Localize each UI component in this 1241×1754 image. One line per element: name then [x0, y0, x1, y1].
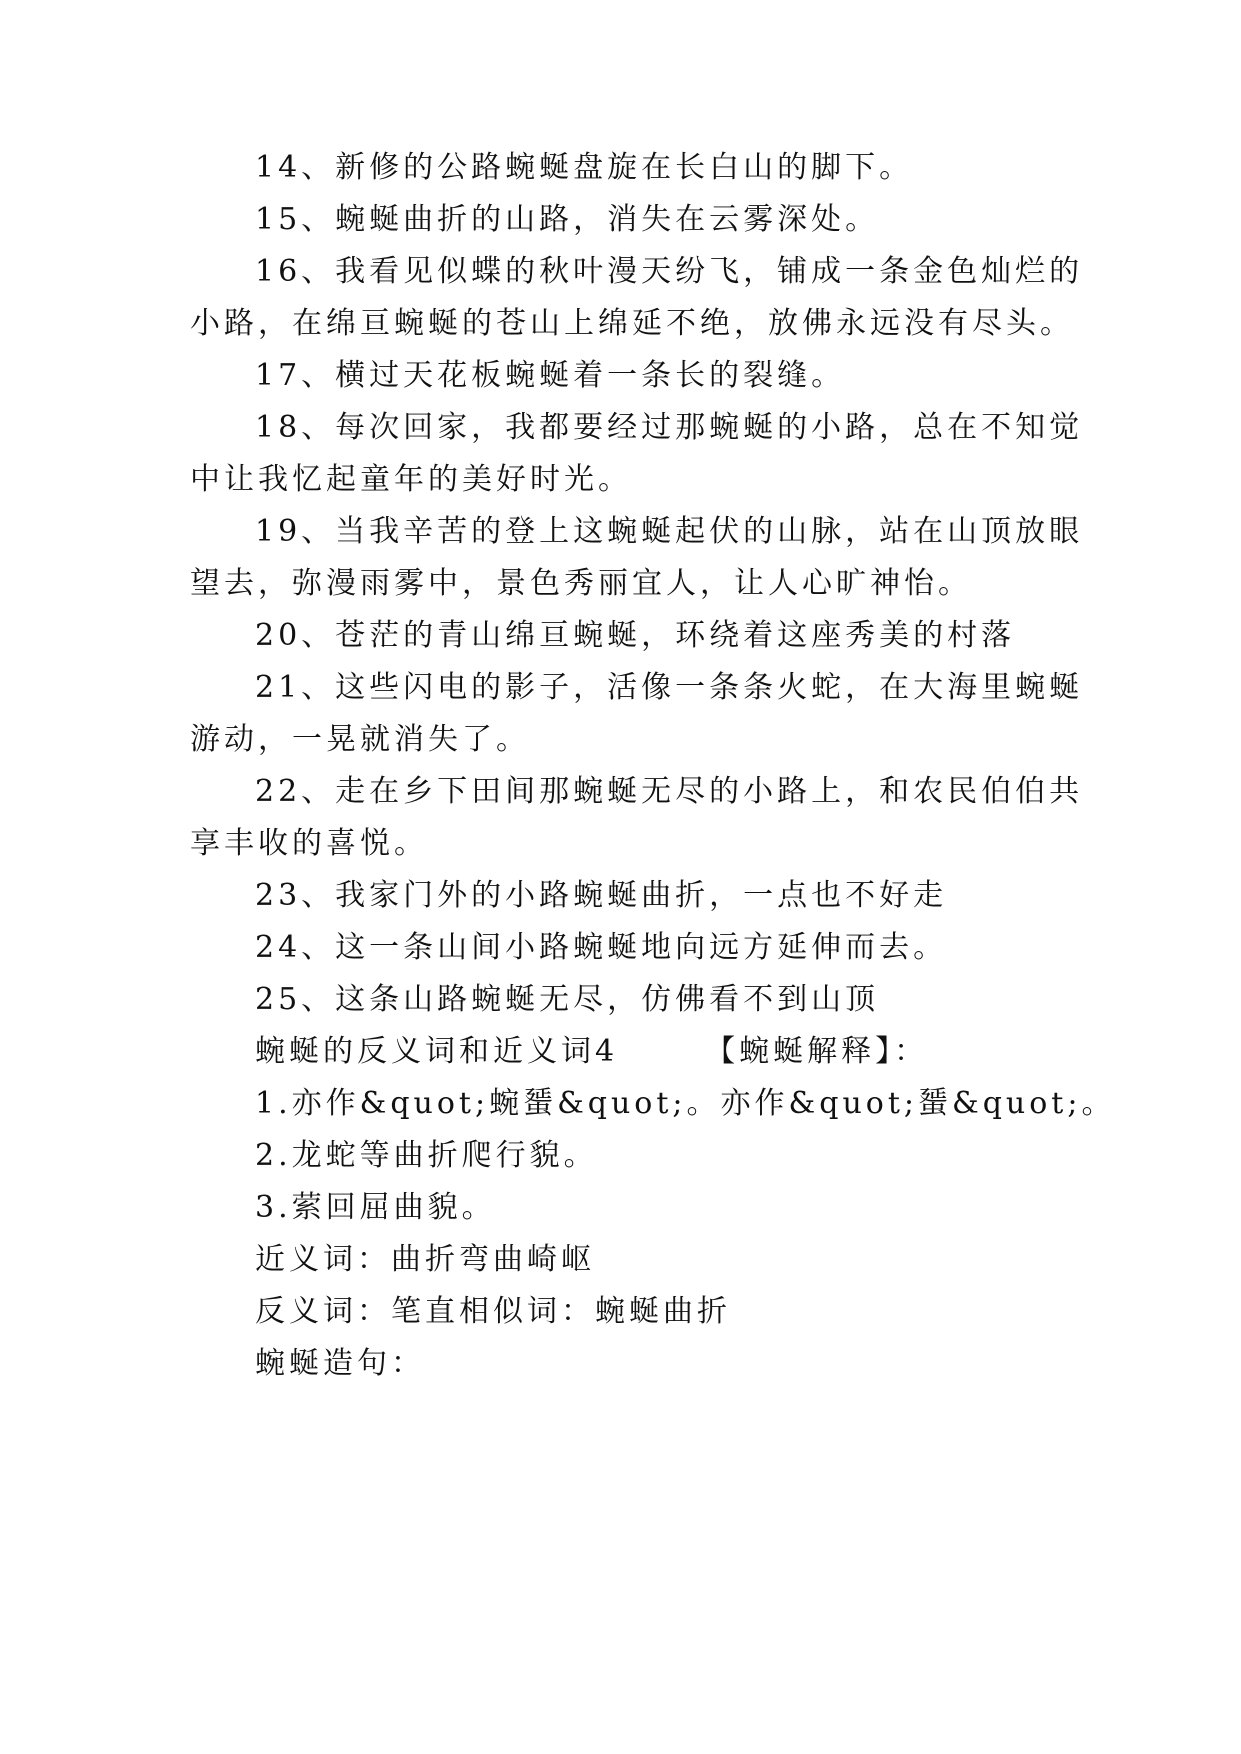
sentence-16-cont: 小路，在绵亘蜿蜒的苍山上绵延不绝，放佛永远没有尽头。: [190, 306, 1074, 341]
sentence-21: 21、这些闪电的影子，活像一条条火蛇，在大海里蜿蜒: [255, 670, 1084, 705]
sentence-15: 15、蜿蜒曲折的山路，消失在云雾深处。: [255, 202, 880, 237]
sentence-16: 16、我看见似蝶的秋叶漫天纷飞，铺成一条金色灿烂的: [255, 254, 1084, 289]
definition-3: 3.萦回屈曲貌。: [255, 1190, 496, 1225]
sentence-18-cont: 中让我忆起童年的美好时光。: [190, 462, 632, 497]
sentence-25: 25、这条山路蜿蜒无尽，仿佛看不到山顶: [255, 982, 880, 1017]
sentence-20: 20、苍茫的青山绵亘蜿蜒，环绕着这座秀美的村落: [255, 618, 1016, 653]
antonyms-line: 反义词：笔直相似词：蜿蜒曲折: [255, 1294, 731, 1329]
definition-2: 2.龙蛇等曲折爬行貌。: [255, 1138, 598, 1173]
sentence-19: 19、当我辛苦的登上这蜿蜒起伏的山脉，站在山顶放眼: [255, 514, 1084, 549]
definition-1: 1.亦作&quot;蜿蜑&quot;。亦作&quot;蜑&quot;。: [255, 1086, 1116, 1121]
synonyms-line: 近义词：曲折弯曲崎岖: [255, 1242, 595, 1277]
sentence-24: 24、这一条山间小路蜿蜒地向远方延伸而去。: [255, 930, 948, 965]
sentence-14: 14、新修的公路蜿蜒盘旋在长白山的脚下。: [255, 150, 914, 185]
example-heading: 蜿蜒造句：: [255, 1346, 425, 1381]
sentence-22: 22、走在乡下田间那蜿蜒无尽的小路上，和农民伯伯共: [255, 774, 1084, 809]
sentence-22-cont: 享丰收的喜悦。: [190, 826, 428, 861]
sentence-18: 18、每次回家，我都要经过那蜿蜒的小路，总在不知觉: [255, 410, 1084, 445]
sentence-23: 23、我家门外的小路蜿蜒曲折，一点也不好走: [255, 878, 948, 913]
sentence-17: 17、横过天花板蜿蜒着一条长的裂缝。: [255, 358, 846, 393]
sentence-19-cont: 望去，弥漫雨雾中，景色秀丽宜人，让人心旷神怡。: [190, 566, 972, 601]
section-heading: 蜿蜒的反义词和近义词4 【蜿蜒解释】：: [255, 1034, 929, 1069]
sentence-21-cont: 游动，一晃就消失了。: [190, 722, 530, 757]
